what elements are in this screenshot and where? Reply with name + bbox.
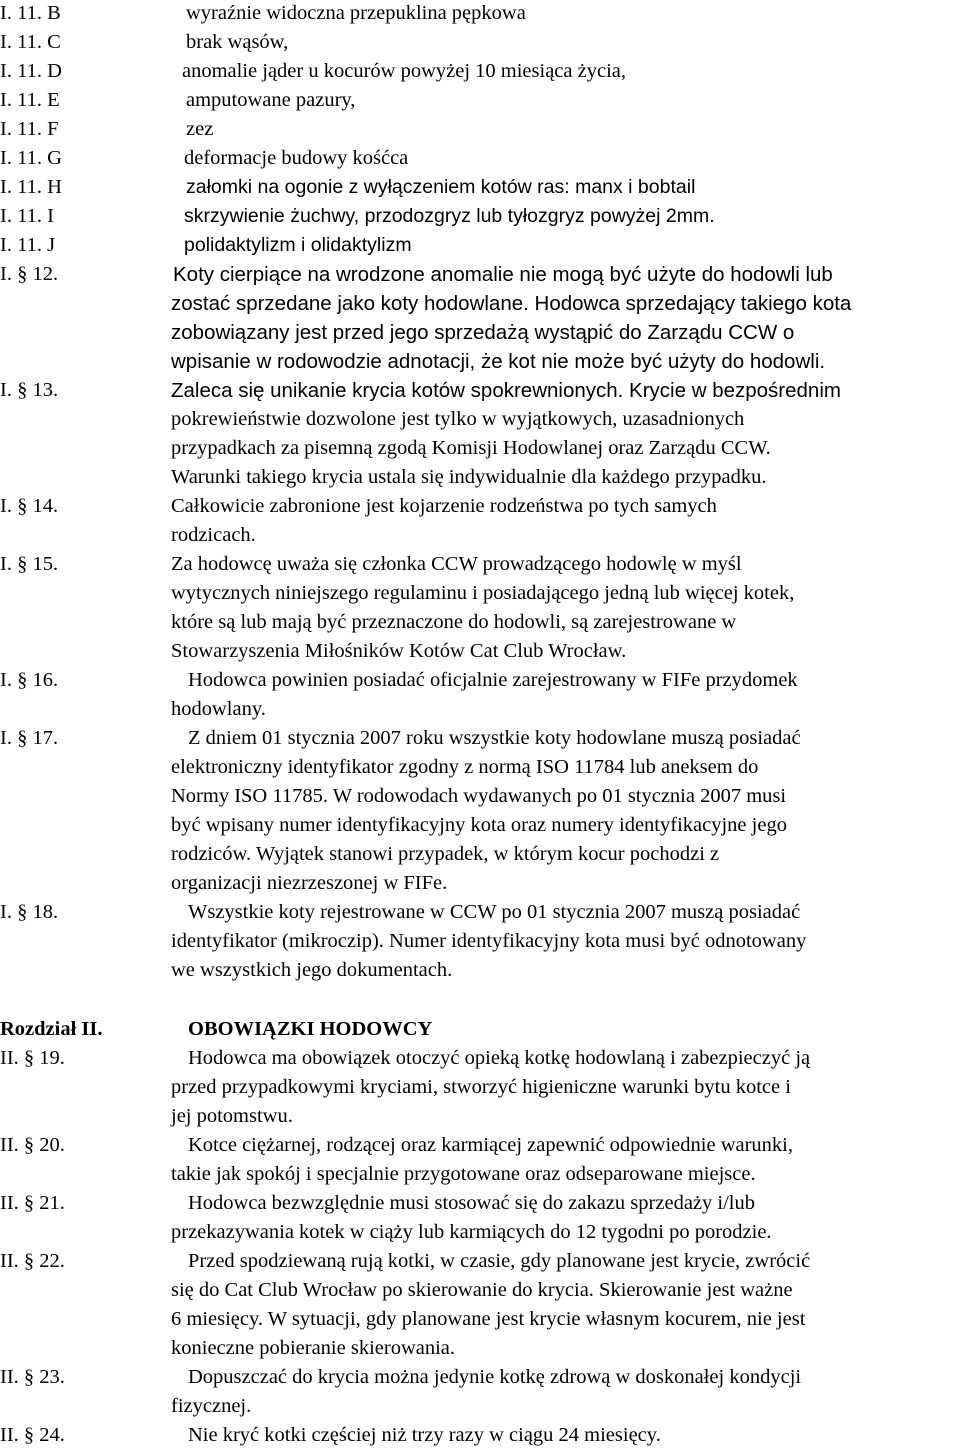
item-text: deformacje budowy kośćca	[184, 147, 409, 169]
rule-line: wpisanie w rodowodzie adnotacji, że kot nie może być użyty do hodowli.	[171, 350, 826, 373]
rule-line: wytycznych niniejszego regulaminu i posiadającego jedną lub więcej kotek,	[171, 582, 795, 604]
rule-line: Hodowca bezwzględnie musi stosować się do zakazu sprzedaży i/lub	[188, 1192, 755, 1214]
rule-line: przekazywania kotek w ciąży lub karmiących do 12 tygodni po porodzie.	[171, 1221, 772, 1243]
rule-line: elektroniczny identyfikator zgodny z normą ISO 11784 lub aneksem do	[171, 756, 759, 778]
rule-line: rodzicach.	[171, 524, 256, 546]
rule-label: II. § 20.	[0, 1134, 65, 1156]
item-text: brak wąsów,	[186, 31, 289, 53]
item-text: skrzywienie żuchwy, przodozgryz lub tyłozgryz powyżej 2mm.	[184, 205, 715, 227]
rule-line: Koty cierpiące na wrodzone anomalie nie mogą być użyte do hodowli lub	[173, 263, 833, 286]
rule-line: organizacji niezrzeszonej w FIFe.	[171, 872, 448, 894]
rule-label: II. § 19.	[0, 1047, 65, 1069]
rule-label: II. § 24.	[0, 1424, 65, 1446]
rule-line: Hodowca powinien posiadać oficjalnie zarejestrowany w FIFe przydomek	[188, 669, 798, 691]
rule-line: zobowiązany jest przed jego sprzedażą wystąpić do Zarządu CCW o	[171, 321, 795, 344]
rule-label: II. § 23.	[0, 1366, 65, 1388]
item-text: amputowane pazury,	[186, 89, 356, 111]
rule-line: się do Cat Club Wrocław po skierowanie do krycia. Skierowanie jest ważne	[171, 1279, 793, 1301]
item-label: I. 11. D	[0, 60, 62, 82]
rule-line: Całkowicie zabronione jest kojarzenie rodzeństwa po tych samych	[171, 495, 717, 517]
item-text: polidaktylizm i olidaktylizm	[184, 234, 412, 256]
rule-line: które są lub mają być przeznaczone do hodowli, są zarejestrowane w	[171, 611, 737, 633]
rule-line: takie jak spokój i specjalnie przygotowane oraz odseparowane miejsce.	[171, 1163, 756, 1185]
chapter-label: Rozdział II.	[0, 1018, 103, 1040]
rule-line: Dopuszczać do krycia można jedynie kotkę zdrową w doskonałej kondycji	[188, 1366, 802, 1388]
rule-line: pokrewieństwie dozwolone jest tylko w wyjątkowych, uzasadnionych	[171, 408, 745, 430]
item-label: I. 11. G	[0, 147, 62, 169]
rule-label: I. § 16.	[0, 669, 59, 691]
rule-line: Nie kryć kotki częściej niż trzy razy w ciągu 24 miesięcy.	[188, 1424, 661, 1446]
rule-label: I. § 15.	[0, 553, 59, 575]
rule-line: fizycznej.	[171, 1395, 252, 1417]
item-label: I. 11. H	[0, 176, 62, 198]
rule-line: identyfikator (mikroczip). Numer identyfikacyjny kota musi być odnotowany	[171, 930, 807, 952]
item-label: I. 11. I	[0, 205, 54, 227]
chapter-title: OBOWIĄZKI HODOWCY	[188, 1018, 433, 1040]
rule-line: Kotce ciężarnej, rodzącej oraz karmiącej zapewnić odpowiednie warunki,	[188, 1134, 794, 1156]
rule-line: Stowarzyszenia Miłośników Kotów Cat Club Wrocław.	[171, 640, 627, 662]
rule-label: I. § 12.	[0, 263, 59, 285]
item-label: I. 11. F	[0, 118, 59, 140]
rule-line: być wpisany numer identyfikacyjny kota oraz numery identyfikacyjne jego	[171, 814, 787, 836]
item-label: I. 11. E	[0, 89, 60, 111]
rule-label: I. § 18.	[0, 901, 59, 923]
rule-line: Przed spodziewaną rują kotki, w czasie, gdy planowane jest krycie, zwrócić	[188, 1250, 811, 1272]
rule-line: hodowlany.	[171, 698, 266, 720]
rule-label: I. § 17.	[0, 727, 59, 749]
rule-line: konieczne pobieranie skierowania.	[171, 1337, 456, 1359]
rule-line: zostać sprzedane jako koty hodowlane. Hodowca sprzedający takiego kota	[171, 292, 852, 315]
item-text: anomalie jąder u kocurów powyżej 10 miesiąca życia,	[182, 60, 626, 82]
rule-line: Za hodowcę uważa się członka CCW prowadzącego hodowlę w myśl	[171, 553, 742, 575]
rule-line: Zaleca się unikanie krycia kotów spokrewnionych. Krycie w bezpośrednim	[171, 379, 841, 402]
rule-line: 6 miesięcy. W sytuacji, gdy planowane jest krycie własnym kocurem, nie jest	[171, 1308, 806, 1330]
item-text: załomki na ogonie z wyłączeniem kotów ras: manx i bobtail	[186, 176, 696, 198]
rule-line: przed przypadkowymi kryciami, stworzyć higieniczne warunki bytu kotce i	[171, 1076, 791, 1098]
rule-line: Wszystkie koty rejestrowane w CCW po 01 stycznia 2007 muszą posiadać	[188, 901, 801, 923]
rule-label: II. § 22.	[0, 1250, 65, 1272]
rule-line: jej potomstwu.	[171, 1105, 293, 1127]
item-label: I. 11. C	[0, 31, 61, 53]
rule-line: Z dniem 01 stycznia 2007 roku wszystkie koty hodowlane muszą posiadać	[188, 727, 801, 749]
item-text: wyraźnie widoczna przepuklina pępkowa	[186, 2, 526, 24]
rule-line: we wszystkich jego dokumentach.	[171, 959, 453, 981]
rule-line: Normy ISO 11785. W rodowodach wydawanych po 01 stycznia 2007 musi	[171, 785, 787, 807]
item-label: I. 11. B	[0, 2, 61, 24]
item-label: I. 11. J	[0, 234, 56, 256]
rule-line: Hodowca ma obowiązek otoczyć opieką kotkę hodowlaną i zabezpieczyć ją	[188, 1047, 811, 1069]
item-text: zez	[186, 118, 214, 140]
rule-label: I. § 14.	[0, 495, 59, 517]
rule-label: I. § 13.	[0, 379, 59, 401]
rule-line: przypadkach za pisemną zgodą Komisji Hodowlanej oraz Zarządu CCW.	[171, 437, 771, 459]
rule-line: rodziców. Wyjątek stanowi przypadek, w którym kocur pochodzi z	[171, 843, 720, 865]
rule-line: Warunki takiego krycia ustala się indywidualnie dla każdego przypadku.	[171, 466, 767, 488]
rule-label: II. § 21.	[0, 1192, 65, 1214]
